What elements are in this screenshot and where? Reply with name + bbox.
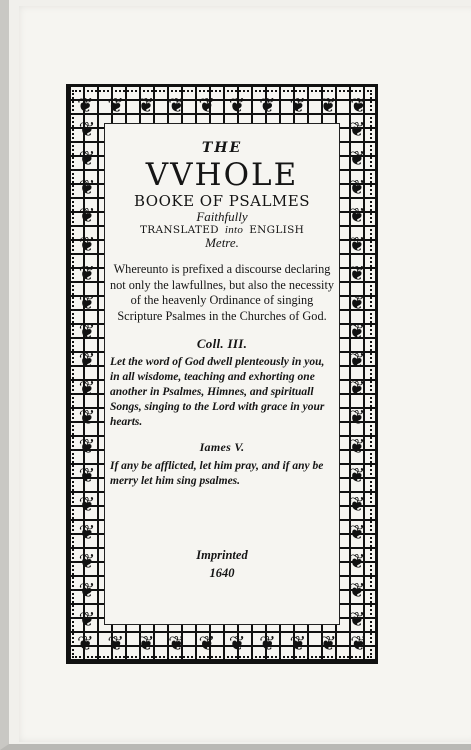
ornament-icon: ❦	[348, 347, 366, 372]
ornament-icon: ❦	[78, 578, 96, 602]
ornament-icon: ❦	[137, 93, 155, 117]
ornament-icon: ❦	[319, 631, 337, 655]
ornament-icon: ❦	[348, 491, 366, 516]
ornament-icon: ❦	[107, 631, 125, 655]
title-block	[104, 123, 340, 625]
ornament-icon: ❦	[228, 631, 246, 655]
scripture-quote-colossians: Let the word of God dwell plenteously in you, in all wisdome, teaching and exhorting one another in Psalmes, Himnes, and spirituall Songs, singing to the Lord with grace in your hearts.	[110, 356, 325, 428]
ornament-icon: ❦	[77, 631, 94, 655]
preface-paragraph: Whereunto is prefixed a discourse declaring not only the lawfullnes, but also the necessity of the heavenly Ordinance of singing Scripture Psalmes in the Churches of God.	[109, 262, 335, 323]
ornament-icon: ❦	[78, 145, 96, 170]
ornament-icon: ❦	[78, 405, 96, 430]
ornament-icon: ❦	[78, 318, 96, 343]
ornament-icon: ❦	[350, 93, 367, 117]
scripture-quote-james: If any be afflicted, let him pray, and if any be merry let him sing psalmes.	[110, 460, 324, 487]
ornament-icon: ❦	[348, 520, 366, 545]
ornament-icon: ❦	[78, 462, 96, 487]
ornament-top	[77, 90, 367, 120]
ornament-icon: ❦	[289, 631, 307, 655]
ornament-icon: ❦	[78, 491, 96, 516]
imprint-block	[105, 546, 339, 582]
ornament-icon: ❦	[348, 117, 366, 141]
ornament-icon: ❦	[348, 549, 366, 574]
title-metre: Metre.	[205, 235, 239, 250]
ornament-icon: ❦	[348, 376, 366, 401]
imprint-label: Imprinted	[196, 548, 248, 562]
ornament-icon: ❦	[78, 549, 96, 574]
scripture-reference-james: Iames V.	[199, 440, 245, 454]
ornament-icon: ❦	[168, 631, 185, 655]
ornament-icon: ❦	[259, 631, 276, 655]
ornament-icon: ❦	[78, 117, 96, 141]
imprint-year: 1640	[209, 566, 235, 580]
ornament-icon: ❦	[348, 203, 366, 228]
ornament-icon: ❦	[350, 631, 367, 655]
ornament-icon: ❦	[348, 606, 366, 631]
ornament-left	[72, 119, 102, 629]
title-english: ENGLISH	[249, 224, 305, 236]
ornament-icon: ❦	[107, 93, 125, 117]
ornament-icon: ❦	[198, 93, 216, 117]
ornament-icon: ❦	[348, 232, 366, 257]
ornament-icon: ❦	[78, 606, 96, 631]
ornament-icon: ❦	[78, 433, 96, 458]
ornament-icon: ❦	[78, 174, 96, 199]
scripture-reference-colossians: Coll. III.	[196, 336, 248, 351]
ornament-icon: ❦	[348, 174, 366, 199]
ornament-icon: ❦	[198, 631, 216, 655]
ornament-icon: ❦	[348, 318, 366, 343]
ornament-icon: ❦	[78, 232, 96, 257]
ornament-icon: ❦	[78, 203, 96, 228]
ornament-icon: ❦	[77, 93, 94, 117]
ornament-right	[342, 119, 372, 629]
title-whole: VVHOLE	[145, 157, 299, 193]
ornament-icon: ❦	[78, 289, 96, 314]
ornament-bottom	[77, 628, 367, 658]
title-page	[19, 6, 471, 742]
ornament-icon: ❦	[168, 93, 185, 117]
ornament-icon: ❦	[259, 93, 276, 117]
ornament-icon: ❦	[78, 347, 96, 372]
ornament-icon: ❦	[348, 462, 366, 487]
ornament-icon: ❦	[78, 376, 96, 401]
title-translated: TRANSLATED	[139, 224, 219, 236]
ornament-icon: ❦	[348, 261, 366, 286]
title-booke-of-psalmes: BOOKE OF PSALMES	[133, 192, 311, 210]
title-faithfully: Faithfully	[196, 209, 248, 224]
ornament-icon: ❦	[78, 520, 96, 545]
ornament-icon: ❦	[348, 433, 366, 458]
ornament-icon: ❦	[289, 93, 307, 117]
ornament-icon: ❦	[228, 93, 246, 117]
ornament-icon: ❦	[348, 145, 366, 170]
ornament-icon: ❦	[348, 289, 366, 314]
ornament-icon: ❦	[348, 578, 366, 602]
title-into: into	[224, 224, 244, 236]
ornament-icon: ❦	[319, 93, 337, 117]
ornament-icon: ❦	[78, 261, 96, 286]
title-the: THE	[201, 140, 243, 156]
ornament-icon: ❦	[348, 405, 366, 430]
ornament-icon: ❦	[137, 631, 155, 655]
ornamental-border	[66, 84, 378, 664]
